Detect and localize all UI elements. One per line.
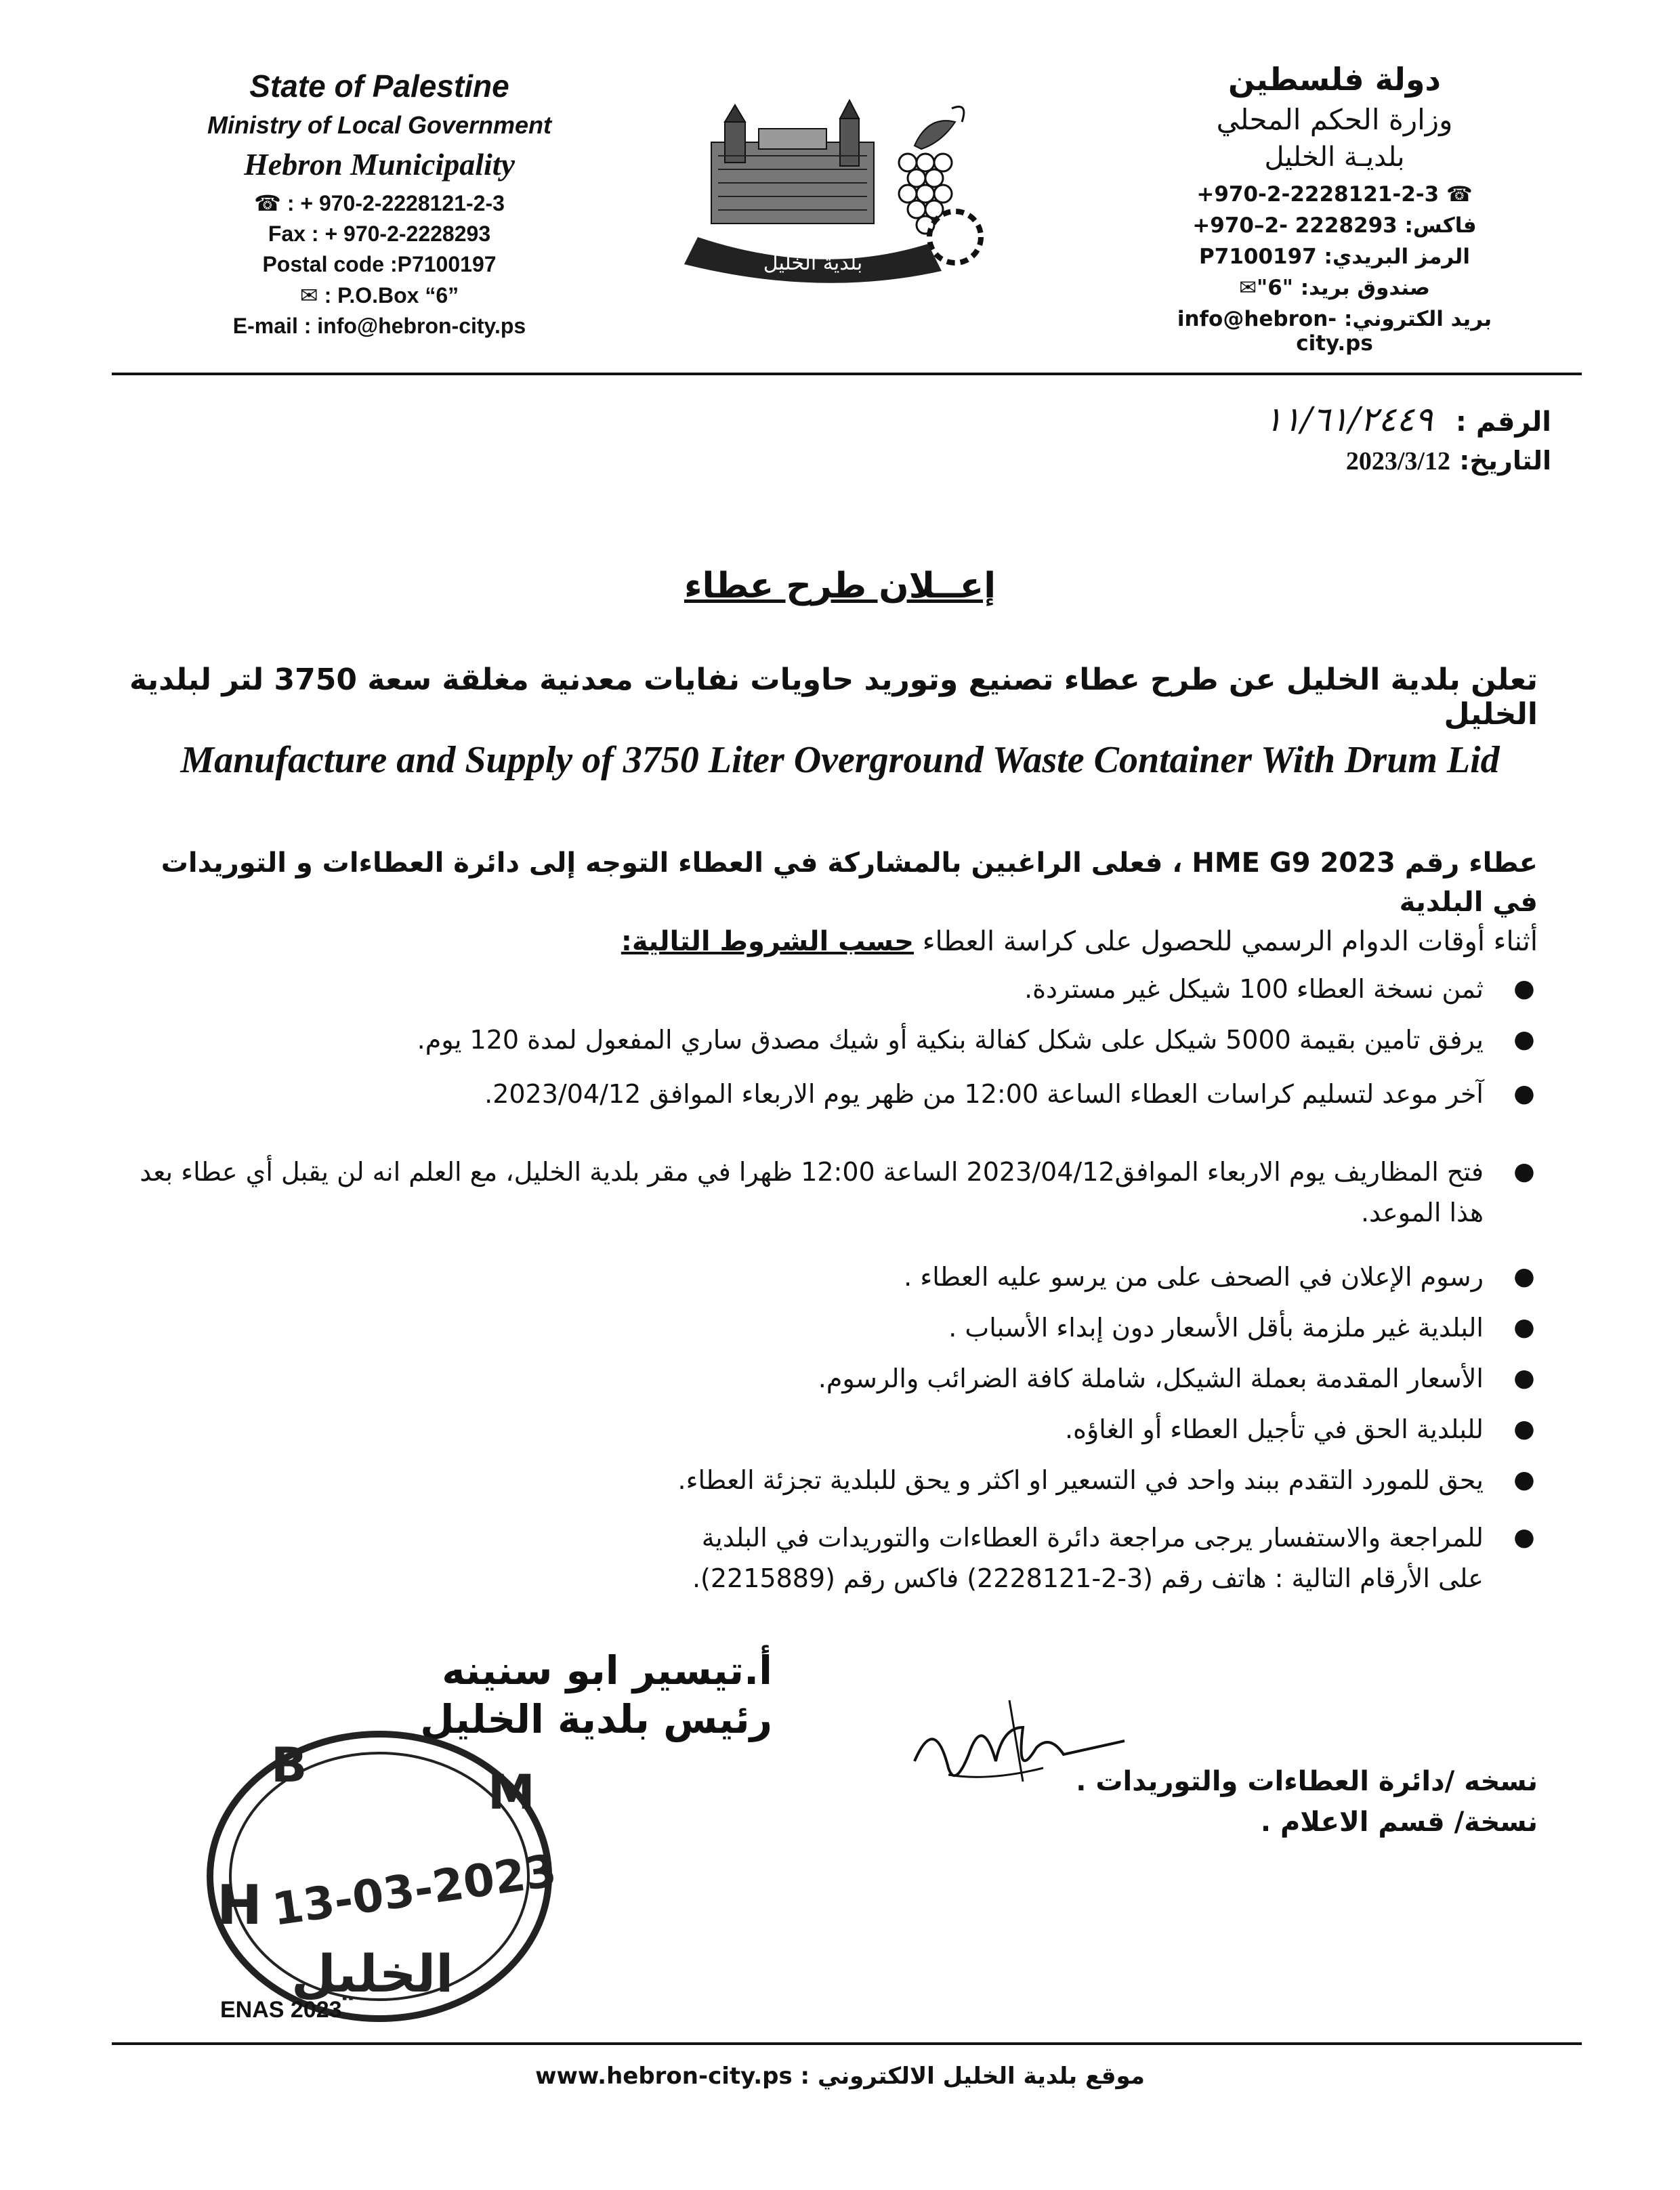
paragraph-line-1: عطاء رقم HME G9 2023 ، فعلى الراغبين بالمشاركة في العطاء التوجه إلى دائرة العطاءات و التوريدات في البلدية [161, 847, 1538, 918]
copies-block [860, 1761, 1538, 1842]
bullet-icon: ● [1513, 1466, 1535, 1494]
tender-paragraph [115, 843, 1538, 961]
logo-banner-text: بلدية الخليل [763, 251, 863, 275]
list-item: ● يرفق تامين بقيمة 5000 شيكل على شكل كفالة بنكية أو شيك مصدق ساري المفعول لمدة 120 يوم. [108, 1019, 1538, 1060]
fax-line: Fax : + 970-2-2228293 [268, 222, 491, 246]
bullet-icon: ● [1513, 1026, 1535, 1053]
postal-line: Postal code :P7100197 [262, 252, 497, 276]
email-line-ar: بريد الكتروني: info@hebron-city.ps [1177, 307, 1492, 356]
postal-line-ar: الرمز البريدي: P7100197 [1199, 245, 1470, 269]
signatory-title: رئيس بلدية الخليل [420, 1696, 772, 1742]
municipality-name: Hebron Municipality [244, 147, 515, 182]
stamp-bottom-text: الخليل [291, 1943, 454, 2004]
paragraph-line-2: أثناء أوقات الدوام الرسمي للحصول على كراسة العطاء حسب الشروط التالية: [621, 926, 1538, 957]
phone-line-ar: +970-2-2228121-2-3 ☎ [1196, 182, 1473, 207]
header-english [163, 68, 596, 344]
enas-label: ENAS 2023 [220, 1997, 342, 2023]
intro-english: Manufacture and Supply of 3750 Liter Overground Waste Container With Drum Lid [180, 739, 1500, 781]
phone-line: ☎ : + 970-2-2228121-2-3 [254, 191, 505, 215]
bullet-icon: ● [1513, 1523, 1535, 1551]
copy-line-tenders: نسخه /دائرة العطاءات والتوريدات . [1076, 1766, 1538, 1797]
reference-number: ١١/٦١/٢٤٤٩ [1264, 400, 1433, 439]
stamp-date: 13-03-2023 [269, 1844, 560, 1936]
stamp-letter-m: M [488, 1765, 535, 1820]
municipality-name-ar: بلديـة الخليل [1264, 142, 1405, 173]
ministry-name: Ministry of Local Government [207, 111, 552, 139]
bullet-icon: ● [1513, 1313, 1535, 1341]
email-line: E-mail : info@hebron-city.ps [232, 314, 526, 338]
copy-line-media: نسخة/ قسم الاعلام . [1260, 1807, 1538, 1838]
pobox-line-ar: صندوق بريد: "6"✉ [1239, 276, 1430, 300]
list-item: ● الأسعار المقدمة بعملة الشيكل، شاملة كافة الضرائب والرسوم. [108, 1358, 1538, 1399]
reference-label: الرقم : [1455, 406, 1551, 438]
list-item: ● يحق للمورد التقدم ببند واحد في التسعير او اكثر و يحق للبلدية تجزئة العطاء. [108, 1460, 1538, 1500]
list-item: ● آخر موعد لتسليم كراسات العطاء الساعة 12:00 من ظهر يوم الاربعاء الموافق 2023/04/12. [108, 1074, 1538, 1114]
conditions-heading: حسب الشروط التالية: [621, 926, 915, 957]
official-stamp [190, 1714, 569, 2032]
list-item: ● ثمن نسخة العطاء 100 شيكل غير مستردة. [108, 969, 1538, 1009]
ministry-name-ar: وزارة الحكم المحلي [1216, 103, 1453, 136]
intro-arabic: تعلن بلدية الخليل عن طرح عطاء تصنيع وتوريد حاويات نفايات معدنية مغلقة سعة 3750 لتر لبلدية الخليل [129, 662, 1538, 732]
bullet-icon: ● [1513, 1364, 1535, 1392]
signatory-name: أ.تيسير ابو سنينه [442, 1647, 772, 1693]
list-item: ● البلدية غير ملزمة بأقل الأسعار دون إبداء الأسباب . [108, 1307, 1538, 1348]
list-item: ● فتح المظاريف يوم الاربعاء الموافق2023/04/12 الساعة 12:00 ظهرا في مقر بلدية الخليل، مع العلم انه لن يقبل أي عطاء بعد هذا الموعد. [108, 1152, 1538, 1233]
bullet-icon: ● [1513, 1263, 1535, 1290]
stamp-top-letter: B [271, 1738, 308, 1793]
list-item: ● رسوم الإعلان في الصحف على من يرسو عليه العطاء . [108, 1257, 1538, 1297]
reference-block [1077, 400, 1551, 476]
footer-divider [112, 2042, 1582, 2045]
municipality-logo [684, 81, 1003, 285]
header-divider [112, 373, 1582, 375]
list-item: ● للمراجعة والاستفسار يرجى مراجعة دائرة العطاءات والتوريدات في البلدية على الأرقام التالية : هاتف رقم (3-2-2228121) فاكس رقم (2215889). [108, 1517, 1538, 1599]
state-name: State of Palestine [249, 68, 509, 104]
bullet-icon: ● [1513, 1080, 1535, 1108]
date-label: التاريخ: [1459, 446, 1551, 476]
header-arabic [1145, 61, 1524, 362]
bullet-icon: ● [1513, 1415, 1535, 1443]
stamp-letter-h: H [217, 1874, 262, 1937]
list-item: ● للبلدية الحق في تأجيل العطاء أو الغاؤه. [108, 1409, 1538, 1450]
state-name-ar: دولة فلسطين [1227, 61, 1442, 98]
date-value: 2023/3/12 [1345, 447, 1450, 476]
bullet-icon: ● [1513, 1158, 1535, 1185]
footer-website: موقع بلدية الخليل الالكتروني : www.hebron-city.ps [535, 2063, 1145, 2090]
bullet-icon: ● [1513, 975, 1535, 1003]
page-title: إعــلان طرح عطاء [684, 566, 996, 606]
fax-line-ar: فاكس: 2228293 -2–970+ [1192, 213, 1477, 238]
pobox-line: ✉ : P.O.Box “6” [299, 283, 459, 308]
